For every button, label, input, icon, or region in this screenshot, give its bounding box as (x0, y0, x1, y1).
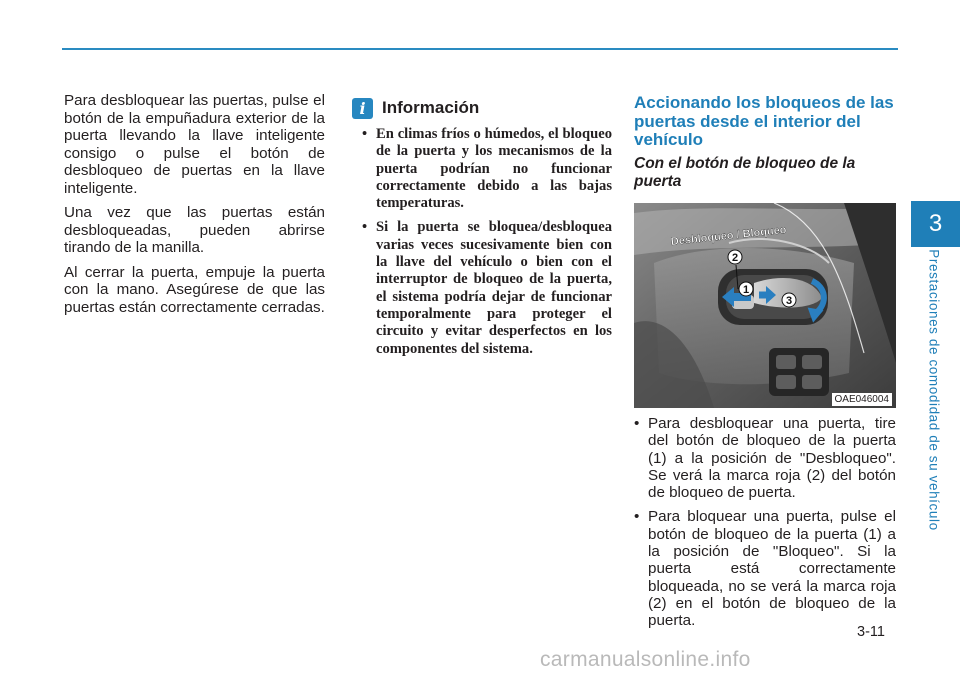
figure-code: OAE046004 (832, 393, 893, 406)
paragraph: Al cerrar la puerta, empuje la puerta con la mano. Asegúrese de que las puertas están correctamente cerradas. (64, 263, 325, 316)
header-rule (62, 48, 898, 50)
info-list (362, 126, 612, 365)
section-list (634, 415, 896, 637)
left-column (64, 92, 325, 323)
paragraph: Una vez que las puertas están desbloqueadas, pueden abrirse tirando de la manilla. (64, 204, 325, 256)
page-number: 3-11 (857, 624, 885, 640)
door-lock-figure (634, 203, 896, 408)
info-bullet: • Si la puerta se bloquea/desbloquea varias veces sucesivamente bien con la llave del vehículo o bien con el interruptor de bloqueo de la puerta, el sistema podría dejar de funcionar temporalmente para proteger el circuito y evitar desperfectos en los componentes del sistema. (362, 219, 612, 357)
chapter-tab: 3 (911, 201, 960, 247)
callout-3: 3 (785, 295, 793, 307)
callout-2: 2 (731, 252, 739, 264)
section-bullet: • Para desbloquear una puerta, tire del botón de bloqueo de la puerta (1) a la posición de "Desbloqueo". Se verá la marca roja (2) del botón de bloqueo de puerta. (634, 415, 896, 501)
section-subtitle: Con el botón de bloqueo de la puerta (634, 155, 856, 190)
info-bullet: • En climas fríos o húmedos, el bloqueo de la puerta y los mecanismos de la puerta podrían no funcionar correctamente debido a las bajas temperaturas. (362, 126, 612, 212)
paragraph: Para desbloquear las puertas, pulse el botón de la empuñadura exterior de la puerta llevando la llave inteligente consigo o pulse el botón de desbloqueo de puertas en la llave inteligente. (64, 92, 325, 197)
info-title: Información (382, 98, 480, 117)
callout-1: 1 (742, 284, 750, 296)
chapter-title: Prestaciones de comodidad de su vehículo (926, 249, 942, 531)
section-bullet: • Para bloquear una puerta, pulse el botón de bloqueo de la puerta (1) a la posición de "Bloqueo". Si la puerta está correctamente bloqueada, no se verá la marca roja (2) en el botón de bloqueo de la puerta. (634, 508, 896, 629)
info-header (352, 96, 479, 120)
section-title: Accionando los bloqueos de las puertas desde el interior del vehículo (634, 93, 894, 149)
figure-banner: Desbloqueo / Bloqueo (670, 223, 788, 249)
watermark: carmanualsonline.info (540, 648, 751, 671)
door-lock-illustration (634, 203, 896, 408)
info-icon: i (352, 98, 373, 119)
